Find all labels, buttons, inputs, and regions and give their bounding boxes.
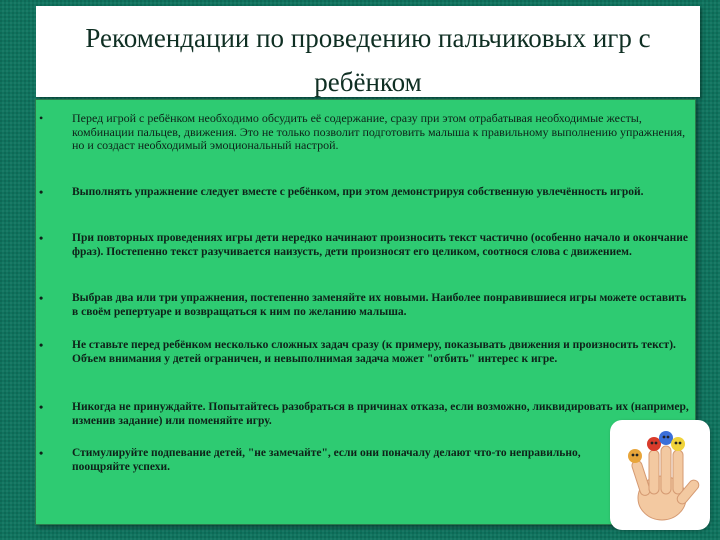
list-item-text: Никогда не принуждайте. Попытайтесь разобраться в причинах отказа, если возможно, ликвидировать их (например, изменив задание) или поменяйте игру. xyxy=(72,401,689,427)
list-item-text: Не ставьте перед ребёнком несколько сложных задач сразу (к примеру, показывать движения и произносить текст). Объем внимания у детей ограничен, и невыполнимая задача может "отбить" интерес к игре. xyxy=(72,339,676,365)
list-item-text: Выполнять упражнение следует вместе с ребёнком, при этом демонстрируя собственную увлечённость игрой. xyxy=(72,186,644,198)
list-item-text: Выбрав два или три упражнения, постепенно заменяйте их новыми. Наиболее понравившиеся игры можете оставить в своём репертуаре и возвращаться к ним по желанию малыша. xyxy=(72,292,687,318)
slide-title: Рекомендации по проведению пальчиковых игр с ребёнком xyxy=(85,23,651,97)
list-item-text: Перед игрой с ребёнком необходимо обсудить её содержание, сразу при этом отрабатывая необходимые жесты, комбинации пальцев, движения. Это не только позволит подготовить малыша к правильному выполнению упражнения, но и создаст необходимый эмоциональный настрой. xyxy=(72,111,686,152)
content-panel xyxy=(35,99,696,525)
list-item xyxy=(36,112,689,153)
bullet-marker: • xyxy=(39,446,44,460)
list-item xyxy=(36,401,689,428)
bullet-marker: • xyxy=(39,185,44,199)
list-item-text: Стимулируйте подпевание детей, "не замечайте", если они поначалу делают что-то неправильно, поощряйте успехи. xyxy=(72,447,581,473)
bullet-marker: • xyxy=(39,111,44,125)
list-item-text: При повторных проведениях игры дети нередко начинают произносить текст частично (особенно начало и окончание фраз). Постепенно текст разучивается наизусть, дети произносят его целиком, соотнося слова с движением. xyxy=(72,232,688,258)
list-item xyxy=(36,186,689,200)
title-panel xyxy=(36,6,700,97)
bullet-marker: • xyxy=(39,231,44,245)
list-item xyxy=(36,447,625,474)
list-item xyxy=(36,292,689,319)
bullet-marker: • xyxy=(39,291,44,305)
bullet-marker: • xyxy=(39,400,44,414)
finger-puppets-hand-icon xyxy=(610,420,710,530)
list-item xyxy=(36,339,689,366)
bullet-marker: • xyxy=(39,338,44,352)
list-item xyxy=(36,232,689,259)
hand-illustration xyxy=(610,420,710,530)
